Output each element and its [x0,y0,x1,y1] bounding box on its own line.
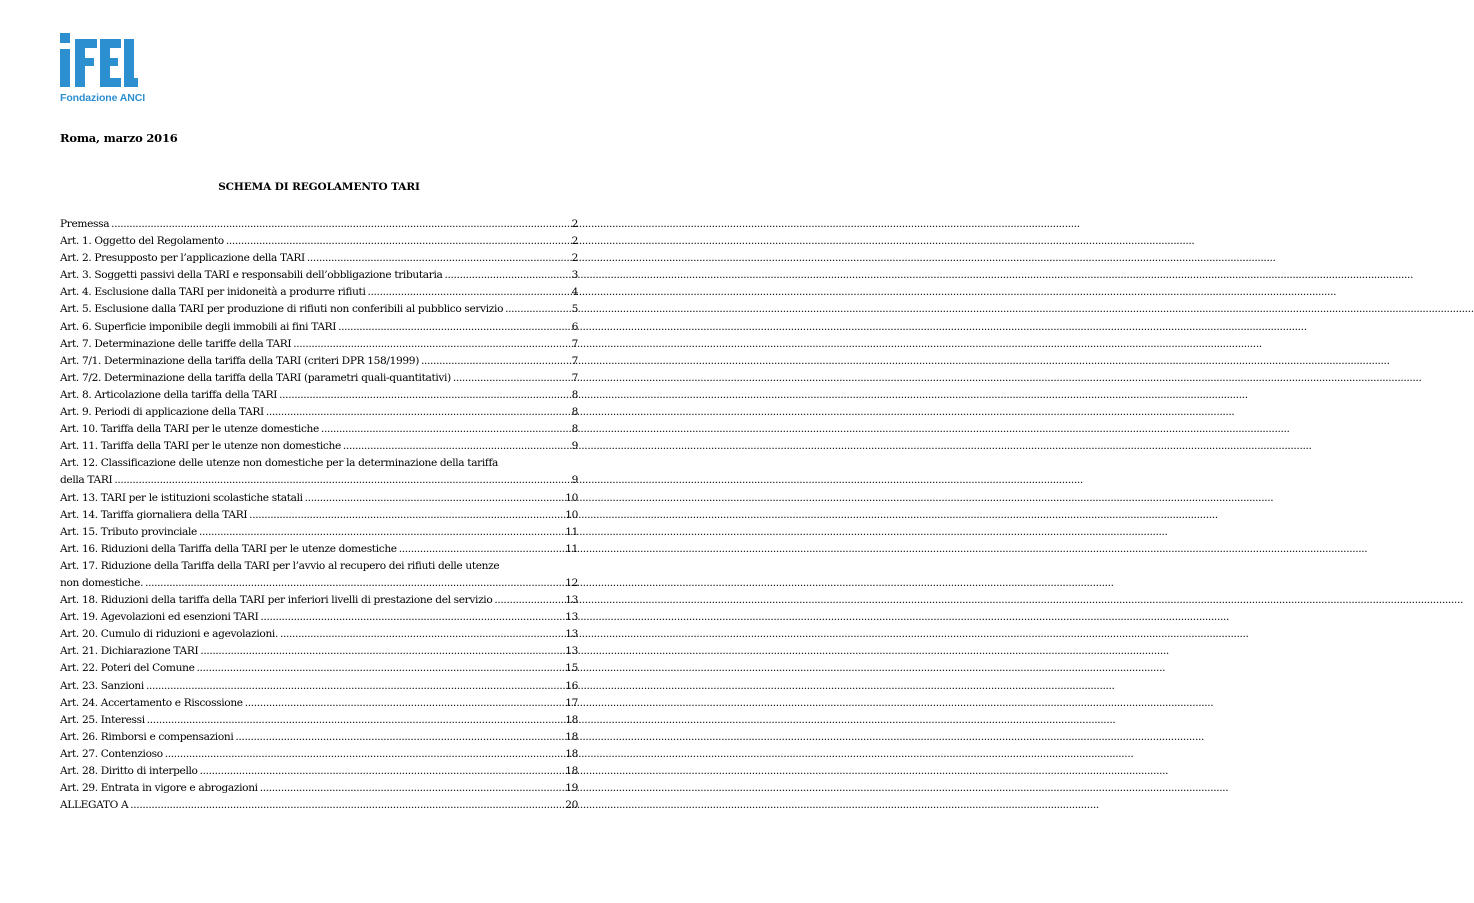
toc-entry-text: Art. 20. Cumulo di riduzioni e agevolazioni. [60,628,278,641]
toc-entry[interactable] [60,626,578,643]
toc-page-number: 5 [571,303,578,316]
toc-page-number: 2 [571,235,578,248]
toc-page-number: 8 [571,423,578,436]
toc-entry-text: Art. 10. Tariffa della TARI per le utenze domestiche [60,423,319,436]
toc-entry-text: Art. 2. Presupposto per l’applicazione della TARI [60,252,305,265]
toc-dot-leader [397,541,565,558]
toc-dot-leader [492,592,564,609]
toc-page-number: 18 [565,747,578,760]
toc-page-number: 8 [571,388,578,401]
toc-page-number: 3 [571,269,578,282]
document-title: SCHEMA DI REGOLAMENTO TARI [218,181,420,193]
toc-entry[interactable] [60,575,578,592]
toc-entry[interactable] [60,746,578,763]
toc-dot-leader [243,695,565,712]
toc-dot-leader [198,763,565,780]
toc-dot-leader [198,643,564,660]
toc-entry-text: Art. 25. Interessi [60,713,145,726]
toc-entry[interactable] [60,712,578,729]
toc-entry[interactable] [60,592,578,609]
toc-entry[interactable] [60,233,578,250]
logo-subtitle: Fondazione ANCI [60,92,146,104]
toc-dot-leader [143,575,564,592]
toc-page-number: 11 [565,525,578,538]
toc-entry-text: Art. 28. Diritto di interpello [60,765,198,777]
toc-page-number: 18 [565,765,578,777]
toc-entry-text: Art. 11. Tariffa della TARI per le utenze non domestiche [60,440,341,453]
toc-entry[interactable] [60,387,578,404]
toc-dot-leader [419,353,571,370]
toc-entry[interactable] [60,763,578,780]
toc-entry[interactable] [60,250,578,267]
toc-entry-text: Art. 14. Tariffa giornaliera della TARI [60,508,248,521]
toc-page-number: 4 [571,286,578,299]
toc-dot-leader [197,524,564,541]
toc-entry-text: Art. 27. Contenzioso [60,747,163,760]
toc-dot-leader [247,507,564,524]
toc-entry[interactable] [60,643,578,660]
toc-dot-leader [277,387,570,404]
toc-dot-leader [305,250,571,267]
toc-page-number: 19 [565,782,578,795]
toc-page-number: 9 [571,474,578,487]
toc-dot-leader [112,472,570,489]
toc-dot-leader [258,780,565,797]
toc-entry-text: Art. 5. Esclusione dalla TARI per produzione di rifiuti non conferibili al pubblico servizio [60,303,504,316]
toc-dot-leader [303,490,565,507]
toc-entry-text: Art. 7/1. Determinazione della tariffa della TARI (criteri DPR 158/1999) [60,354,419,367]
toc-entry-text: Art. 12. Classificazione delle utenze non domestiche per la determinazione della tariffa [60,457,499,470]
toc-entry-text: Art. 7/2. Determinazione della tariffa della TARI (parametri quali-quantitativi) [60,371,451,384]
toc-entry[interactable] [60,660,578,677]
toc-page-number: 17 [565,696,578,709]
toc-dot-leader [278,626,564,643]
toc-entry-text: Premessa [60,218,110,230]
toc-entry-text: Art. 18. Riduzioni della tariffa della TARI per inferiori livelli di prestazione del servizio [60,594,493,607]
toc-entry-line [60,558,578,575]
toc-page-number: 6 [571,320,578,333]
toc-page-number: 13 [565,628,578,641]
toc-page-number: 2 [571,252,578,265]
toc-entry[interactable] [60,524,578,541]
toc-page-number: 18 [565,713,578,726]
toc-page-number: 7 [571,354,578,367]
toc-entry-text: Art. 8. Articolazione della tariffa della TARI [60,388,278,401]
toc-dot-leader [258,609,564,626]
toc-dot-leader [163,746,564,763]
toc-page-number: 9 [571,440,578,453]
toc-entry[interactable] [60,370,578,387]
toc-entry[interactable] [60,678,578,695]
toc-page-number: 15 [565,662,578,675]
toc-dot-leader [145,712,564,729]
toc-entry-text: Art. 13. TARI per le istituzioni scolastiche statali [60,491,303,504]
toc-page-number: 2 [571,218,578,230]
toc-entry-text: Art. 3. Soggetti passivi della TARI e responsabili dell’obbligazione tributaria [60,269,443,282]
toc-dot-leader [144,678,564,695]
ifel-logo [60,33,150,105]
toc-entry[interactable] [60,216,578,233]
toc-entry[interactable] [60,284,578,301]
toc-dot-leader [195,660,565,677]
toc-entry[interactable] [60,609,578,626]
toc-entry[interactable] [60,404,578,421]
toc-dot-leader [291,336,570,353]
toc-entry[interactable] [60,541,578,558]
toc-dot-leader [503,301,571,318]
toc-page-number: 20 [565,799,578,812]
toc-entry-text: Art. 19. Agevolazioni ed esenzioni TARI [60,611,259,624]
toc-entry[interactable] [60,695,578,712]
toc-entry[interactable] [60,729,578,746]
ifel-logo-mark [60,33,138,89]
toc-entry-text: Art. 17. Riduzione della Tariffa della TARI per l’avvio al recupero dei rifiuti delle utenze [60,559,500,572]
toc-entry-text: Art. 26. Rimborsi e compensazioni [60,730,234,743]
toc-page-number: 13 [565,645,578,658]
toc-dot-leader [336,319,571,336]
toc-entry[interactable] [60,797,578,814]
toc-page-number: 7 [571,337,578,350]
toc-dot-leader [366,284,571,301]
toc-entry[interactable] [60,490,578,507]
toc-dot-leader [319,421,571,438]
toc-dot-leader [128,797,564,814]
toc-page-number: 13 [565,594,578,607]
toc-entry-text: Art. 9. Periodi di applicazione della TARI [60,406,264,419]
toc-entry-text: Art. 6. Superficie imponibile degli immobili ai fini TARI [60,320,337,333]
toc-page-number: 13 [565,611,578,624]
toc-entry-text: Art. 24. Accertamento e Riscossione [60,696,243,709]
toc-page-number: 10 [565,491,578,504]
toc-entry-text: Art. 23. Sanzioni [60,679,144,692]
toc-entry-text: non domestiche. [60,576,144,589]
toc-entry-text: Art. 1. Oggetto del Regolamento [60,235,224,248]
toc-page-number: 10 [565,508,578,521]
toc-entry[interactable] [60,438,578,455]
toc-entry-text: Art. 15. Tributo provinciale [60,525,197,538]
toc-entry-text: Art. 21. Dichiarazione TARI [60,645,199,658]
toc-page-number: 8 [571,406,578,419]
toc-dot-leader [109,216,570,233]
toc-page-number: 12 [565,576,578,589]
toc-entry-text: Art. 4. Esclusione dalla TARI per inidoneità a produrre rifiuti [60,286,366,299]
date-line: Roma, marzo 2016 [60,131,178,145]
toc-entry-text: della TARI [60,474,113,487]
toc-dot-leader [451,370,571,387]
toc-entry-line [60,455,578,472]
toc-entry[interactable] [60,336,578,353]
toc-entry[interactable] [60,353,578,370]
toc-dot-leader [442,267,570,284]
toc-entry-text: ALLEGATO A [60,799,129,812]
toc-dot-leader [264,404,571,421]
toc-dot-leader [224,233,571,250]
toc-entry[interactable] [60,319,578,336]
toc-page-number: 16 [565,679,578,692]
toc-entry[interactable] [60,507,578,524]
toc-page-number: 18 [565,730,578,743]
toc-entry-text: Art. 7. Determinazione delle tariffe della TARI [60,337,292,350]
toc-entry[interactable] [60,780,578,797]
toc-page-number: 7 [571,371,578,384]
toc-dot-leader [341,438,571,455]
toc-entry[interactable] [60,267,578,284]
toc-entry[interactable] [60,421,578,438]
toc-page-number: 11 [565,542,578,555]
toc-entry-text: Art. 29. Entrata in vigore e abrogazioni [60,782,258,795]
toc-entry-text: Art. 16. Riduzioni della Tariffa della TARI per le utenze domestiche [60,542,397,555]
toc-entry[interactable] [60,472,578,489]
toc-entry[interactable] [60,301,578,318]
toc-entry-text: Art. 22. Poteri del Comune [60,662,195,675]
toc-dot-leader [233,729,564,746]
table-of-contents [60,216,578,814]
